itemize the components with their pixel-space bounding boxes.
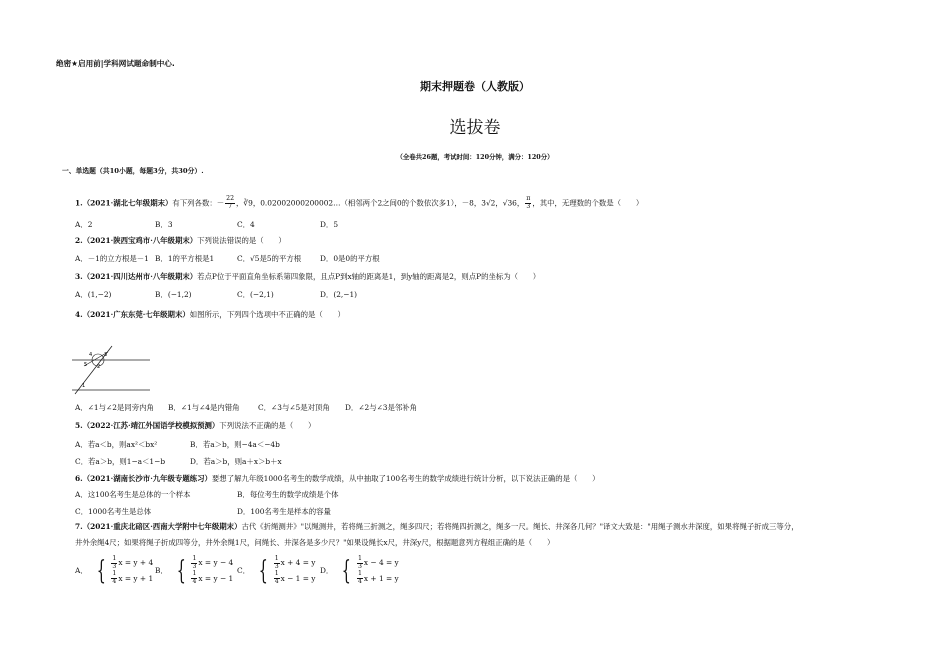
q1-text-a: 有下列各数：	[172, 198, 217, 208]
q2-option-d[interactable]: D．0是0的平方根	[320, 254, 380, 263]
q6-option-b[interactable]: B．每位考生的数学成绩是个体	[237, 490, 339, 499]
q7-c-eq1: x + 4 = y	[280, 558, 316, 568]
q7-c-eq2: x − 1 = y	[280, 573, 316, 583]
q4-option-b[interactable]: B．∠1与∠4是内错角	[168, 403, 240, 412]
q1-option-b[interactable]: B．3	[155, 220, 173, 229]
q7-source: 7.（2021·重庆北碚区·西南大学附中七年级期末）	[75, 522, 242, 531]
q4-text: 如图所示，下列四个选项中不正确的是（ ）	[189, 310, 345, 319]
q4-option-d[interactable]: D．∠2与∠3是邻补角	[345, 403, 418, 412]
q1-sqrt: 3√2，√36，	[481, 198, 525, 208]
q7-b-eq1: x = y − 4	[198, 558, 234, 568]
q3-source: 3.（2021·四川达州市·八年级期末）	[75, 272, 198, 281]
q7-line-2: 井外余绳4尺；如果将绳子折成四等分，井外余绳1尺，问绳长、井深各是多少尺？"如果设绳长x尺，井深y尺，根据题意列方程组正确的是（ ）	[75, 538, 555, 547]
question-3	[75, 272, 540, 282]
q4-figure	[70, 344, 155, 396]
q1-text-b: ，0.02002000200002…（相邻两个2之间0的个数依次多1），	[252, 198, 462, 208]
q5-option-c[interactable]: C．若a＞b，则1−a＜1−b	[75, 457, 166, 466]
q3-option-c[interactable]: C．(−2,1)	[237, 290, 274, 299]
q5-option-a[interactable]: A．若a＜b，则ax²＜bx²	[75, 440, 158, 449]
q7-d-eq2: x + 1 = y	[363, 573, 399, 583]
q1-fraction-22-7: $\frac{22}{7}$	[226, 195, 235, 210]
question-5	[75, 421, 315, 431]
q7-b-eq2: x = y − 1	[198, 573, 234, 583]
exam-title: 期末押题卷（人教版）	[420, 80, 530, 93]
q1-option-a[interactable]: A．2	[75, 220, 93, 229]
q4-label-5: 5	[84, 362, 88, 368]
q7-option-c[interactable]: C． { $\frac{1}{3}$ x + 4 = y $\frac{1}{4}$ x − 1 = y	[237, 555, 316, 586]
question-1: 1.（2021·湖北七年级期末）有下列各数：－ $\frac{22}{7}$ ，∛9，0.02002000200002…（相邻两个2之间0的个数依次多1），－8，3√2，√36， $\frac{\pi}{3}$ ，其中，无理数的个数是（ ）	[75, 195, 644, 210]
q3-text: 若点P位于平面直角坐标系第四象限，且点P到x轴的距离是1，到y轴的距离是2，则点P的坐标为（ ）	[197, 272, 541, 281]
exam-info: （全卷共26题，考试时间：120分钟，满分：120分）	[396, 153, 554, 161]
question-2	[75, 236, 286, 246]
q4-label-1: 1	[82, 383, 86, 389]
q7-d-eq1: x − 4 = y	[363, 558, 399, 568]
question-6	[75, 474, 600, 484]
q4-option-c[interactable]: C．∠3与∠5是对顶角	[258, 403, 330, 412]
q1-neg: －	[216, 198, 225, 208]
question-4	[75, 310, 345, 320]
q5-text: 下列说法不正确的是（ ）	[219, 421, 316, 430]
q6-source: 6.（2021·湖南长沙市·九年级专题练习）	[75, 474, 212, 483]
q2-text: 下列说法错误的是（ ）	[197, 236, 286, 245]
q1-text-c: ，其中，无理数的个数是（ ）	[532, 198, 644, 208]
exam-subtitle: 选拔卷	[449, 118, 501, 138]
q2-option-c[interactable]: C．√5是5的平方根	[237, 254, 302, 263]
q4-label-3: 3	[104, 352, 108, 358]
q7-option-b[interactable]: B． { $\frac{1}{3}$ x = y − 4 $\frac{1}{4}$ x = y − 1	[155, 555, 234, 586]
q7-a-eq2: x = y + 1	[118, 573, 154, 583]
q3-option-d[interactable]: D．(2,−1)	[320, 290, 358, 299]
q6-text: 要想了解九年级1000名考生的数学成绩，从中抽取了100名考生的数学成绩进行统计分析，以下说法正确的是（ ）	[211, 474, 600, 483]
q3-option-a[interactable]: A．(1,−2)	[75, 290, 112, 299]
q6-option-a[interactable]: A．这100名考生是总体的一个样本	[75, 490, 191, 499]
q4-source: 4.（2021·广东东莞·七年级期末）	[75, 310, 190, 319]
q4-option-a[interactable]: A．∠1与∠2是同旁内角	[75, 403, 154, 412]
q7-option-a[interactable]: A． { $\frac{1}{3}$ x = y + 4 $\frac{1}{4}$ x = y + 1	[75, 555, 154, 586]
q1-cbrt9: ∛9	[243, 198, 253, 208]
q6-option-c[interactable]: C．1000名考生是总体	[75, 507, 152, 516]
q2-option-a[interactable]: A．－1的立方根是－1	[75, 254, 149, 263]
q1-fraction-pi-3: $\frac{\pi}{3}$	[526, 195, 531, 210]
section-heading: 一、单选题（共10小题，每题3分，共30分）.	[62, 167, 204, 175]
q7-line-1: 古代《折绳测井》"以绳测井，若将绳三折测之，绳多四尺；若将绳四折测之，绳多一尺。绳长、井深各几何？"译文大致是："用绳子测水井深度，如果将绳子折成三等分，	[241, 522, 799, 531]
q5-option-d[interactable]: D．若a＞b，则a＋x＞b＋x	[190, 457, 282, 466]
q3-option-b[interactable]: B．(−1,2)	[155, 290, 192, 299]
q1-source: 1.（2021·湖北七年级期末）	[75, 198, 173, 208]
q5-option-b[interactable]: B．若a＞b，则−4a＜−4b	[190, 440, 280, 449]
q1-neg8: －8，	[461, 198, 482, 208]
q2-option-b[interactable]: B．1的平方根是1	[155, 254, 215, 263]
q7-a-eq1: x = y + 4	[118, 558, 154, 568]
q6-option-d[interactable]: D．100名考生是样本的容量	[237, 507, 331, 516]
q4-label-4: 4	[89, 352, 93, 358]
q1-option-c[interactable]: C．4	[237, 220, 255, 229]
q4-label-2: 2	[97, 364, 101, 370]
question-7	[75, 522, 799, 532]
q5-source: 5.（2022·江苏·靖江外国语学校模拟预测）	[75, 421, 220, 430]
q1-option-d[interactable]: D．5	[320, 220, 339, 229]
secret-label: 绝密★启用前|学科网试题命制中心.	[56, 59, 175, 68]
q2-source: 2.（2021·陕西宝鸡市·八年级期末）	[75, 236, 198, 245]
q7-option-d[interactable]: D． { $\frac{1}{3}$ x − 4 = y $\frac{1}{4}$ x + 1 = y	[320, 555, 399, 586]
